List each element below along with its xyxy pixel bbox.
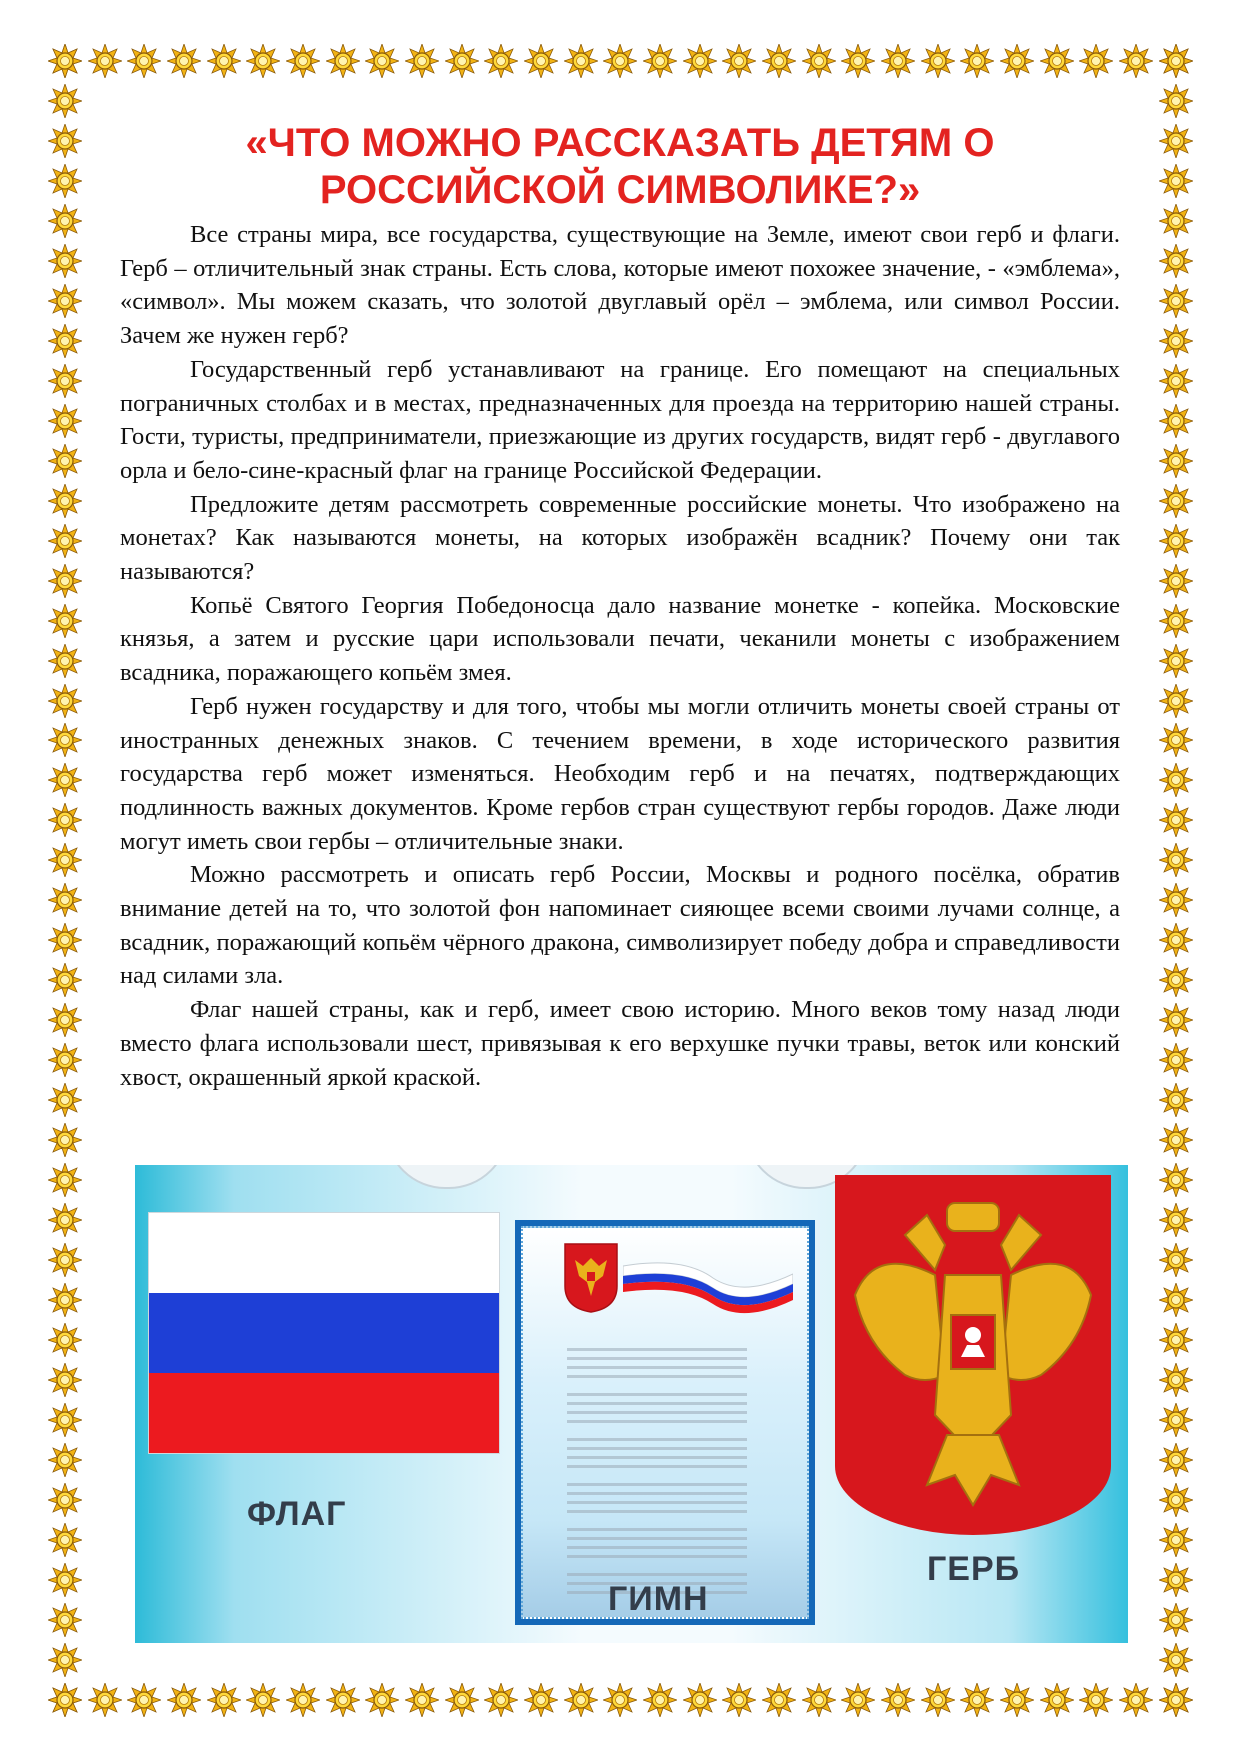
sun-icon [207,1683,241,1717]
sun-icon [722,1683,756,1717]
coat-of-arms-shield [835,1175,1111,1535]
tricolor-ribbon-icon [623,1256,793,1316]
sun-icon [48,204,82,238]
sun-icon [48,803,82,837]
anthem-sheet [515,1220,815,1625]
symbols-banner [135,1165,1128,1643]
border-top [48,44,1193,78]
sun-icon [48,44,82,78]
sun-icon [48,1123,82,1157]
sun-icon [48,1403,82,1437]
border-bottom [48,1683,1193,1717]
sun-icon [445,44,479,78]
article-body [120,218,1120,1094]
sun-icon [1159,1003,1193,1037]
double-headed-eagle-icon [835,1175,1111,1535]
paragraph: Герб нужен государству и для того, чтобы мы могли отличить монеты своей страны от иностранных денежных знаков. С течением времени, в ходе исторического развития государства герб может изменяться. Необходим герб и на печатях, подтверждающих подлинность важных документов. Кроме гербов стран существуют гербы городов. Даже люди могут иметь свои гербы – отличительные знаки. [120,692,1120,855]
sun-icon [1159,1043,1193,1077]
sun-icon [1159,1643,1193,1677]
border-right [1159,44,1193,1717]
anthem-text-lines [567,1348,747,1600]
sun-icon [326,1683,360,1717]
title-line-2: РОССИЙСКОЙ СИМВОЛИКЕ?» [319,168,921,212]
sun-icon [48,444,82,478]
page-title [120,120,1120,214]
sun-icon [48,1563,82,1597]
sun-icon [167,1683,201,1717]
sun-icon [484,1683,518,1717]
sun-icon [48,484,82,518]
sun-icon [1000,1683,1034,1717]
sun-icon [1159,564,1193,598]
sun-icon [524,44,558,78]
paragraph: Государственный герб устанавливают на границе. Его помещают на специальных пограничных столбах и в местах, предназначенных для проезда на территорию нашей страны. Гости, туристы, предприниматели, приезжающие из других государств, видят герб - двуглавого орла и бело-сине-красный флаг на границе Российской Федерации. [120,355,1120,484]
sun-icon [88,1683,122,1717]
sun-icon [683,44,717,78]
anthem-sheet-inner [521,1226,809,1619]
sun-icon [445,1683,479,1717]
coat-of-arms-label: ГЕРБ [927,1550,1021,1588]
sun-icon [1159,164,1193,198]
sun-icon [1119,1683,1153,1717]
sun-icon [881,1683,915,1717]
sun-icon [524,1683,558,1717]
border-left [48,44,82,1717]
sun-icon [1159,1283,1193,1317]
sun-icon [1159,1603,1193,1637]
sun-icon [643,1683,677,1717]
sun-icon [1159,1203,1193,1237]
sun-icon [48,763,82,797]
sun-icon [48,1643,82,1677]
sun-icon [1159,1123,1193,1157]
sun-icon [48,1163,82,1197]
sun-icon [1159,1323,1193,1357]
sun-icon [1159,1523,1193,1557]
banner-arc-decoration [385,1165,509,1189]
flag-label: ФЛАГ [247,1495,347,1533]
sun-icon [326,44,360,78]
sun-icon [1159,963,1193,997]
sun-icon [365,1683,399,1717]
sun-icon [1159,1083,1193,1117]
sun-icon [1159,723,1193,757]
sun-icon [48,963,82,997]
sun-icon [603,44,637,78]
sun-icon [564,1683,598,1717]
sun-icon [881,44,915,78]
sun-icon [48,1323,82,1357]
sun-icon [1079,44,1113,78]
sun-icon [48,404,82,438]
sun-icon [1159,284,1193,318]
sun-icon [127,1683,161,1717]
sun-icon [841,44,875,78]
sun-icon [48,923,82,957]
sun-icon [1079,1683,1113,1717]
sun-icon [960,44,994,78]
sun-icon [246,44,280,78]
sun-icon [1159,324,1193,358]
sun-icon [405,1683,439,1717]
sun-icon [802,44,836,78]
sun-icon [1159,843,1193,877]
sun-icon [48,644,82,678]
sun-icon [48,284,82,318]
sun-icon [48,1683,82,1717]
sun-icon [365,44,399,78]
sun-icon [802,1683,836,1717]
sun-icon [48,564,82,598]
sun-icon [1159,1483,1193,1517]
sun-icon [1159,763,1193,797]
russian-flag [148,1212,500,1454]
sun-icon [48,124,82,158]
sun-icon [1119,44,1153,78]
sun-icon [1159,923,1193,957]
sun-icon [1159,1403,1193,1437]
sun-icon [762,1683,796,1717]
sun-icon [762,44,796,78]
paragraph: Можно рассмотреть и описать герб России, Москвы и родного посёлка, обратив внимание детей на то, что золотой фон напоминает сияющее всеми своими лучами солнце, а всадник, поражающий копьём чёрного дракона, символизирует победу добра и справедливости над силами зла. [120,861,1120,990]
sun-icon [1000,44,1034,78]
sun-icon [841,1683,875,1717]
sun-icon [48,84,82,118]
sun-icon [207,44,241,78]
sun-icon [48,364,82,398]
sun-icon [564,44,598,78]
sun-icon [48,604,82,638]
sun-icon [48,1603,82,1637]
sun-icon [48,1443,82,1477]
sun-icon [127,44,161,78]
sun-icon [484,44,518,78]
sun-icon [48,524,82,558]
sun-icon [405,44,439,78]
sun-icon [1159,604,1193,638]
sun-icon [48,1363,82,1397]
sun-icon [1159,84,1193,118]
sun-icon [1159,444,1193,478]
paragraph: Предложите детям рассмотреть современные российские монеты. Что изображено на монетах? Как называются монеты, на которых изображён всадник? Почему они так называются? [120,490,1120,586]
sun-icon [48,1043,82,1077]
flag-blue-stripe [149,1293,499,1373]
sun-icon [643,44,677,78]
sun-icon [48,883,82,917]
sun-icon [286,1683,320,1717]
sun-icon [1159,684,1193,718]
sun-icon [88,44,122,78]
paragraph: Копьё Святого Георгия Победоносца дало название монетке - копейка. Московские князья, а затем и русские цари использовали печати, чеканили монеты с изображением всадника, поражающего копьём змея. [120,591,1120,687]
sun-icon [1159,484,1193,518]
sun-icon [246,1683,280,1717]
flag-red-stripe [149,1373,499,1453]
sun-icon [48,684,82,718]
sun-icon [1159,1363,1193,1397]
sun-icon [921,44,955,78]
sun-icon [960,1683,994,1717]
sun-icon [48,1083,82,1117]
sun-icon [921,1683,955,1717]
sun-icon [1159,124,1193,158]
sun-icon [1040,1683,1074,1717]
sun-icon [1159,244,1193,278]
sun-icon [48,723,82,757]
sun-icon [48,164,82,198]
sun-icon [1159,44,1193,78]
sun-icon [683,1683,717,1717]
sun-icon [167,44,201,78]
sun-icon [1159,883,1193,917]
paragraph: Флаг нашей страны, как и герб, имеет свою историю. Много веков тому назад люди вместо флага использовали шест, привязывая к его верхушке пучки травы, веток или конский хвост, окрашенный яркой краской. [120,996,1120,1091]
anthem-label: ГИМН [608,1580,709,1618]
sun-icon [48,1243,82,1277]
sun-icon [1159,204,1193,238]
sun-icon [1159,644,1193,678]
title-line-1: «ЧТО МОЖНО РАССКАЗАТЬ ДЕТЯМ О [245,121,995,165]
sun-icon [1159,1243,1193,1277]
sun-icon [48,1003,82,1037]
sun-icon [48,1283,82,1317]
sun-icon [1159,524,1193,558]
sun-icon [1159,1683,1193,1717]
sun-icon [48,1523,82,1557]
sun-icon [1159,404,1193,438]
flag-white-stripe [149,1213,499,1293]
small-coat-of-arms-icon [561,1242,621,1314]
sun-icon [1159,1563,1193,1597]
sun-icon [48,1483,82,1517]
sun-icon [286,44,320,78]
sun-icon [1159,1443,1193,1477]
sun-icon [722,44,756,78]
sun-icon [1159,803,1193,837]
sun-icon [1040,44,1074,78]
sun-icon [603,1683,637,1717]
sun-icon [48,1203,82,1237]
sun-icon [48,324,82,358]
sun-icon [48,244,82,278]
sun-icon [1159,364,1193,398]
sun-icon [48,843,82,877]
sun-icon [1159,1163,1193,1197]
paragraph: Все страны мира, все государства, существующие на Земле, имеют свои герб и флаги. Герб – отличительный знак страны. Есть слова, которые имеют похожее значение, - «эмблема», «символ». Мы можем сказать, что золотой двуглавый орёл – эмблема, или символ России. Зачем же нужен герб? [120,221,1120,350]
